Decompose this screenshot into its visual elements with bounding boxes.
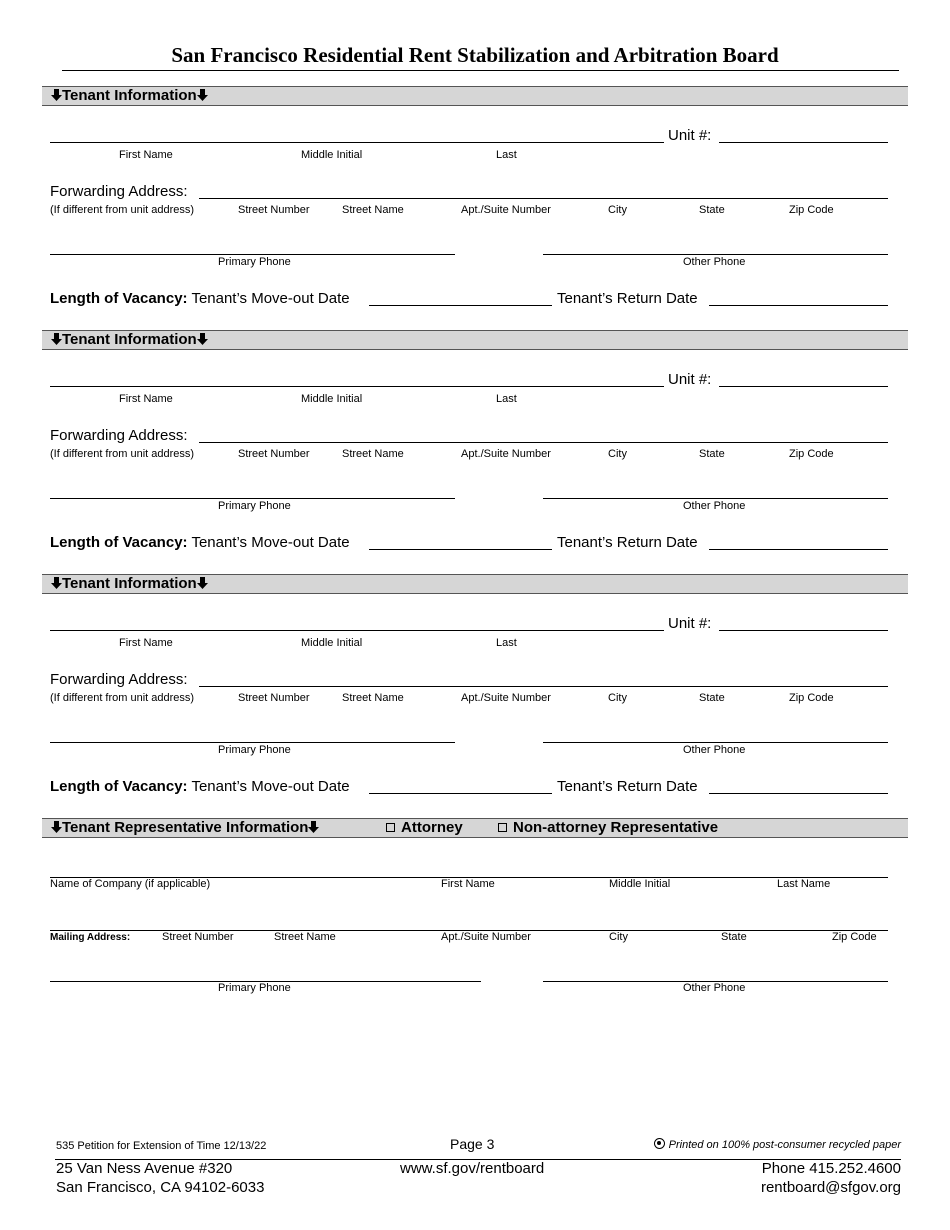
mailing-address-label: Mailing Address: bbox=[50, 932, 131, 943]
forwarding-address-input-line[interactable] bbox=[199, 442, 888, 443]
rep-street-number-label: Street Number bbox=[162, 931, 234, 943]
forwarding-address-label: Forwarding Address: bbox=[50, 671, 188, 688]
phone-number: Phone 415.252.4600 bbox=[761, 1160, 901, 1177]
length-of-vacancy-label: Length of Vacancy: bbox=[50, 290, 188, 307]
recycle-icon bbox=[654, 1138, 665, 1149]
representative-heading-text: Tenant Representative Information bbox=[62, 819, 309, 836]
move-out-date-label: Tenant’s Move-out Date bbox=[191, 534, 350, 551]
return-date-label: Tenant’s Return Date bbox=[557, 534, 698, 551]
page-number: Page 3 bbox=[450, 1136, 495, 1152]
city-label: City bbox=[608, 448, 627, 460]
middle-initial-label: Middle Initial bbox=[301, 637, 363, 649]
state-label: State bbox=[699, 204, 725, 216]
street-number-label: Street Number bbox=[238, 204, 310, 216]
name-input-line[interactable] bbox=[50, 386, 664, 387]
section-heading-text: Tenant Information bbox=[62, 87, 197, 104]
if-different-note: (If different from unit address) bbox=[50, 692, 195, 704]
representative-heading bbox=[51, 819, 319, 837]
arrow-down-icon bbox=[51, 577, 62, 589]
section-header-bar bbox=[42, 574, 908, 594]
arrow-down-icon bbox=[51, 89, 62, 101]
rep-street-name-label: Street Name bbox=[274, 931, 336, 943]
rep-other-phone-label: Other Phone bbox=[683, 982, 746, 994]
arrow-down-icon bbox=[51, 821, 62, 833]
zip-label: Zip Code bbox=[789, 204, 834, 216]
if-different-note: (If different from unit address) bbox=[50, 448, 195, 460]
name-input-line[interactable] bbox=[50, 630, 664, 631]
tenant-section bbox=[0, 0, 950, 307]
street-number-label: Street Number bbox=[238, 448, 310, 460]
address-line1: 25 Van Ness Avenue #320 bbox=[56, 1160, 233, 1177]
arrow-down-icon bbox=[197, 89, 208, 101]
address-line2: San Francisco, CA 94102-6033 bbox=[56, 1179, 265, 1196]
arrow-down-icon bbox=[308, 821, 319, 833]
return-date-label: Tenant’s Return Date bbox=[557, 778, 698, 795]
section-heading-text: Tenant Information bbox=[62, 331, 197, 348]
last-name-label: Last bbox=[496, 149, 517, 161]
other-phone-label: Other Phone bbox=[683, 744, 746, 756]
page-title: San Francisco Residential Rent Stabilization and Arbitration Board bbox=[171, 43, 779, 67]
tenant-section bbox=[0, 488, 950, 795]
arrow-down-icon bbox=[197, 577, 208, 589]
city-label: City bbox=[608, 204, 627, 216]
middle-initial-label: Middle Initial bbox=[301, 393, 363, 405]
last-name-label: Last bbox=[496, 393, 517, 405]
recycled-note bbox=[654, 1138, 901, 1151]
section-header-bar bbox=[42, 330, 908, 350]
return-date-label: Tenant’s Return Date bbox=[557, 290, 698, 307]
state-label: State bbox=[699, 692, 725, 704]
unit-label: Unit #: bbox=[668, 615, 712, 632]
rep-zip-label: Zip Code bbox=[832, 931, 877, 943]
company-label: Name of Company (if applicable) bbox=[50, 878, 211, 890]
representative-header-bar bbox=[42, 818, 908, 838]
street-name-label: Street Name bbox=[342, 692, 404, 704]
if-different-note: (If different from unit address) bbox=[50, 204, 195, 216]
section-heading bbox=[51, 87, 208, 105]
primary-phone-input-line[interactable] bbox=[50, 742, 455, 743]
primary-phone-label: Primary Phone bbox=[218, 256, 291, 268]
unit-input-line[interactable] bbox=[719, 142, 888, 143]
first-name-label: First Name bbox=[119, 149, 173, 161]
other-phone-label: Other Phone bbox=[683, 500, 746, 512]
first-name-label: First Name bbox=[119, 393, 173, 405]
section-heading-text: Tenant Information bbox=[62, 575, 197, 592]
forwarding-address-input-line[interactable] bbox=[199, 198, 888, 199]
length-of-vacancy-label: Length of Vacancy: bbox=[50, 778, 188, 795]
form-id: 535 Petition for Extension of Time 12/13/22 bbox=[56, 1140, 267, 1152]
other-phone-input-line[interactable] bbox=[543, 742, 888, 743]
zip-label: Zip Code bbox=[789, 692, 834, 704]
move-out-date-label: Tenant’s Move-out Date bbox=[191, 778, 350, 795]
move-out-date-input-line[interactable] bbox=[369, 793, 552, 794]
move-out-date-label: Tenant’s Move-out Date bbox=[191, 290, 350, 307]
section-heading bbox=[51, 331, 208, 349]
apt-suite-label: Apt./Suite Number bbox=[461, 692, 551, 704]
last-name-label: Last bbox=[496, 637, 517, 649]
website-link[interactable]: www.sf.gov/rentboard bbox=[400, 1160, 545, 1177]
rep-last-name-label: Last Name bbox=[777, 878, 831, 890]
rep-apt-suite-label: Apt./Suite Number bbox=[441, 931, 531, 943]
arrow-down-icon bbox=[51, 333, 62, 345]
unit-input-line[interactable] bbox=[719, 630, 888, 631]
zip-label: Zip Code bbox=[789, 448, 834, 460]
unit-label: Unit #: bbox=[668, 371, 712, 388]
rep-city-label: City bbox=[609, 931, 628, 943]
street-name-label: Street Name bbox=[342, 448, 404, 460]
forwarding-address-label: Forwarding Address: bbox=[50, 427, 188, 444]
street-name-label: Street Name bbox=[342, 204, 404, 216]
apt-suite-label: Apt./Suite Number bbox=[461, 448, 551, 460]
apt-suite-label: Apt./Suite Number bbox=[461, 204, 551, 216]
non-attorney-checkbox[interactable] bbox=[498, 819, 718, 837]
section-header-bar bbox=[42, 86, 908, 106]
rep-state-label: State bbox=[721, 931, 747, 943]
city-label: City bbox=[608, 692, 627, 704]
first-name-label: First Name bbox=[119, 637, 173, 649]
rep-first-name-label: First Name bbox=[441, 878, 495, 890]
middle-initial-label: Middle Initial bbox=[301, 149, 363, 161]
attorney-label: Attorney bbox=[401, 819, 463, 836]
non-attorney-label: Non-attorney Representative bbox=[513, 819, 719, 836]
state-label: State bbox=[699, 448, 725, 460]
rep-primary-phone-label: Primary Phone bbox=[218, 982, 291, 994]
return-date-input-line[interactable] bbox=[709, 793, 888, 794]
section-heading bbox=[51, 575, 208, 593]
other-phone-label: Other Phone bbox=[683, 256, 746, 268]
email-link[interactable]: rentboard@sfgov.org bbox=[760, 1179, 901, 1196]
primary-phone-label: Primary Phone bbox=[218, 500, 291, 512]
recycled-text: Printed on 100% post-consumer recycled paper bbox=[668, 1139, 901, 1151]
forwarding-address-input-line[interactable] bbox=[199, 686, 888, 687]
unit-label: Unit #: bbox=[668, 127, 712, 144]
length-of-vacancy-label: Length of Vacancy: bbox=[50, 534, 188, 551]
primary-phone-label: Primary Phone bbox=[218, 744, 291, 756]
checkbox-icon[interactable] bbox=[498, 823, 507, 832]
vacancy-row bbox=[50, 778, 350, 795]
unit-input-line[interactable] bbox=[719, 386, 888, 387]
name-input-line[interactable] bbox=[50, 142, 664, 143]
forwarding-address-label: Forwarding Address: bbox=[50, 183, 188, 200]
checkbox-icon[interactable] bbox=[386, 823, 395, 832]
arrow-down-icon bbox=[197, 333, 208, 345]
tenant-section bbox=[0, 244, 950, 551]
rep-middle-initial-label: Middle Initial bbox=[609, 878, 671, 890]
attorney-checkbox[interactable] bbox=[386, 819, 463, 837]
street-number-label: Street Number bbox=[238, 692, 310, 704]
